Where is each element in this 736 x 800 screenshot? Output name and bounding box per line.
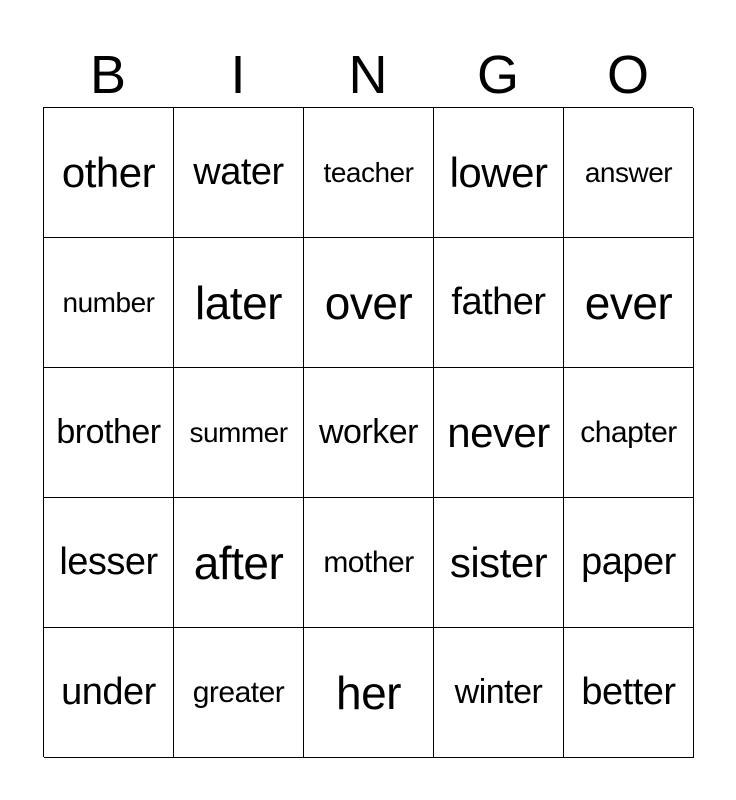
bingo-cell[interactable]: lesser <box>44 498 174 628</box>
bingo-cell[interactable]: number <box>44 238 174 368</box>
bingo-cell[interactable]: greater <box>174 628 304 758</box>
bingo-cell[interactable]: ever <box>564 238 694 368</box>
bingo-cell[interactable]: chapter <box>564 368 694 498</box>
bingo-cell[interactable]: sister <box>434 498 564 628</box>
bingo-cell[interactable]: mother <box>304 498 434 628</box>
bingo-cell[interactable]: better <box>564 628 694 758</box>
bingo-cell[interactable]: water <box>174 108 304 238</box>
bingo-cell[interactable]: her <box>304 628 434 758</box>
bingo-header <box>43 44 693 106</box>
bingo-cell[interactable]: over <box>304 238 434 368</box>
bingo-cell[interactable]: other <box>44 108 174 238</box>
bingo-cell[interactable]: paper <box>564 498 694 628</box>
bingo-cell[interactable]: worker <box>304 368 434 498</box>
header-letter-g: G <box>476 45 519 105</box>
header-letter-i: I <box>230 45 246 105</box>
bingo-cell[interactable]: after <box>174 498 304 628</box>
bingo-cell[interactable]: father <box>434 238 564 368</box>
bingo-cell[interactable]: winter <box>434 628 564 758</box>
bingo-cell[interactable]: summer <box>174 368 304 498</box>
bingo-board <box>43 107 693 757</box>
bingo-cell[interactable]: brother <box>44 368 174 498</box>
bingo-cell[interactable]: under <box>44 628 174 758</box>
bingo-cell[interactable]: never <box>434 368 564 498</box>
bingo-cell[interactable]: teacher <box>304 108 434 238</box>
bingo-cell[interactable]: answer <box>564 108 694 238</box>
header-letter-b: B <box>89 45 127 105</box>
bingo-cell[interactable]: later <box>174 238 304 368</box>
header-letter-n: N <box>348 45 388 105</box>
bingo-cell[interactable]: lower <box>434 108 564 238</box>
header-letter-o: O <box>606 45 649 105</box>
